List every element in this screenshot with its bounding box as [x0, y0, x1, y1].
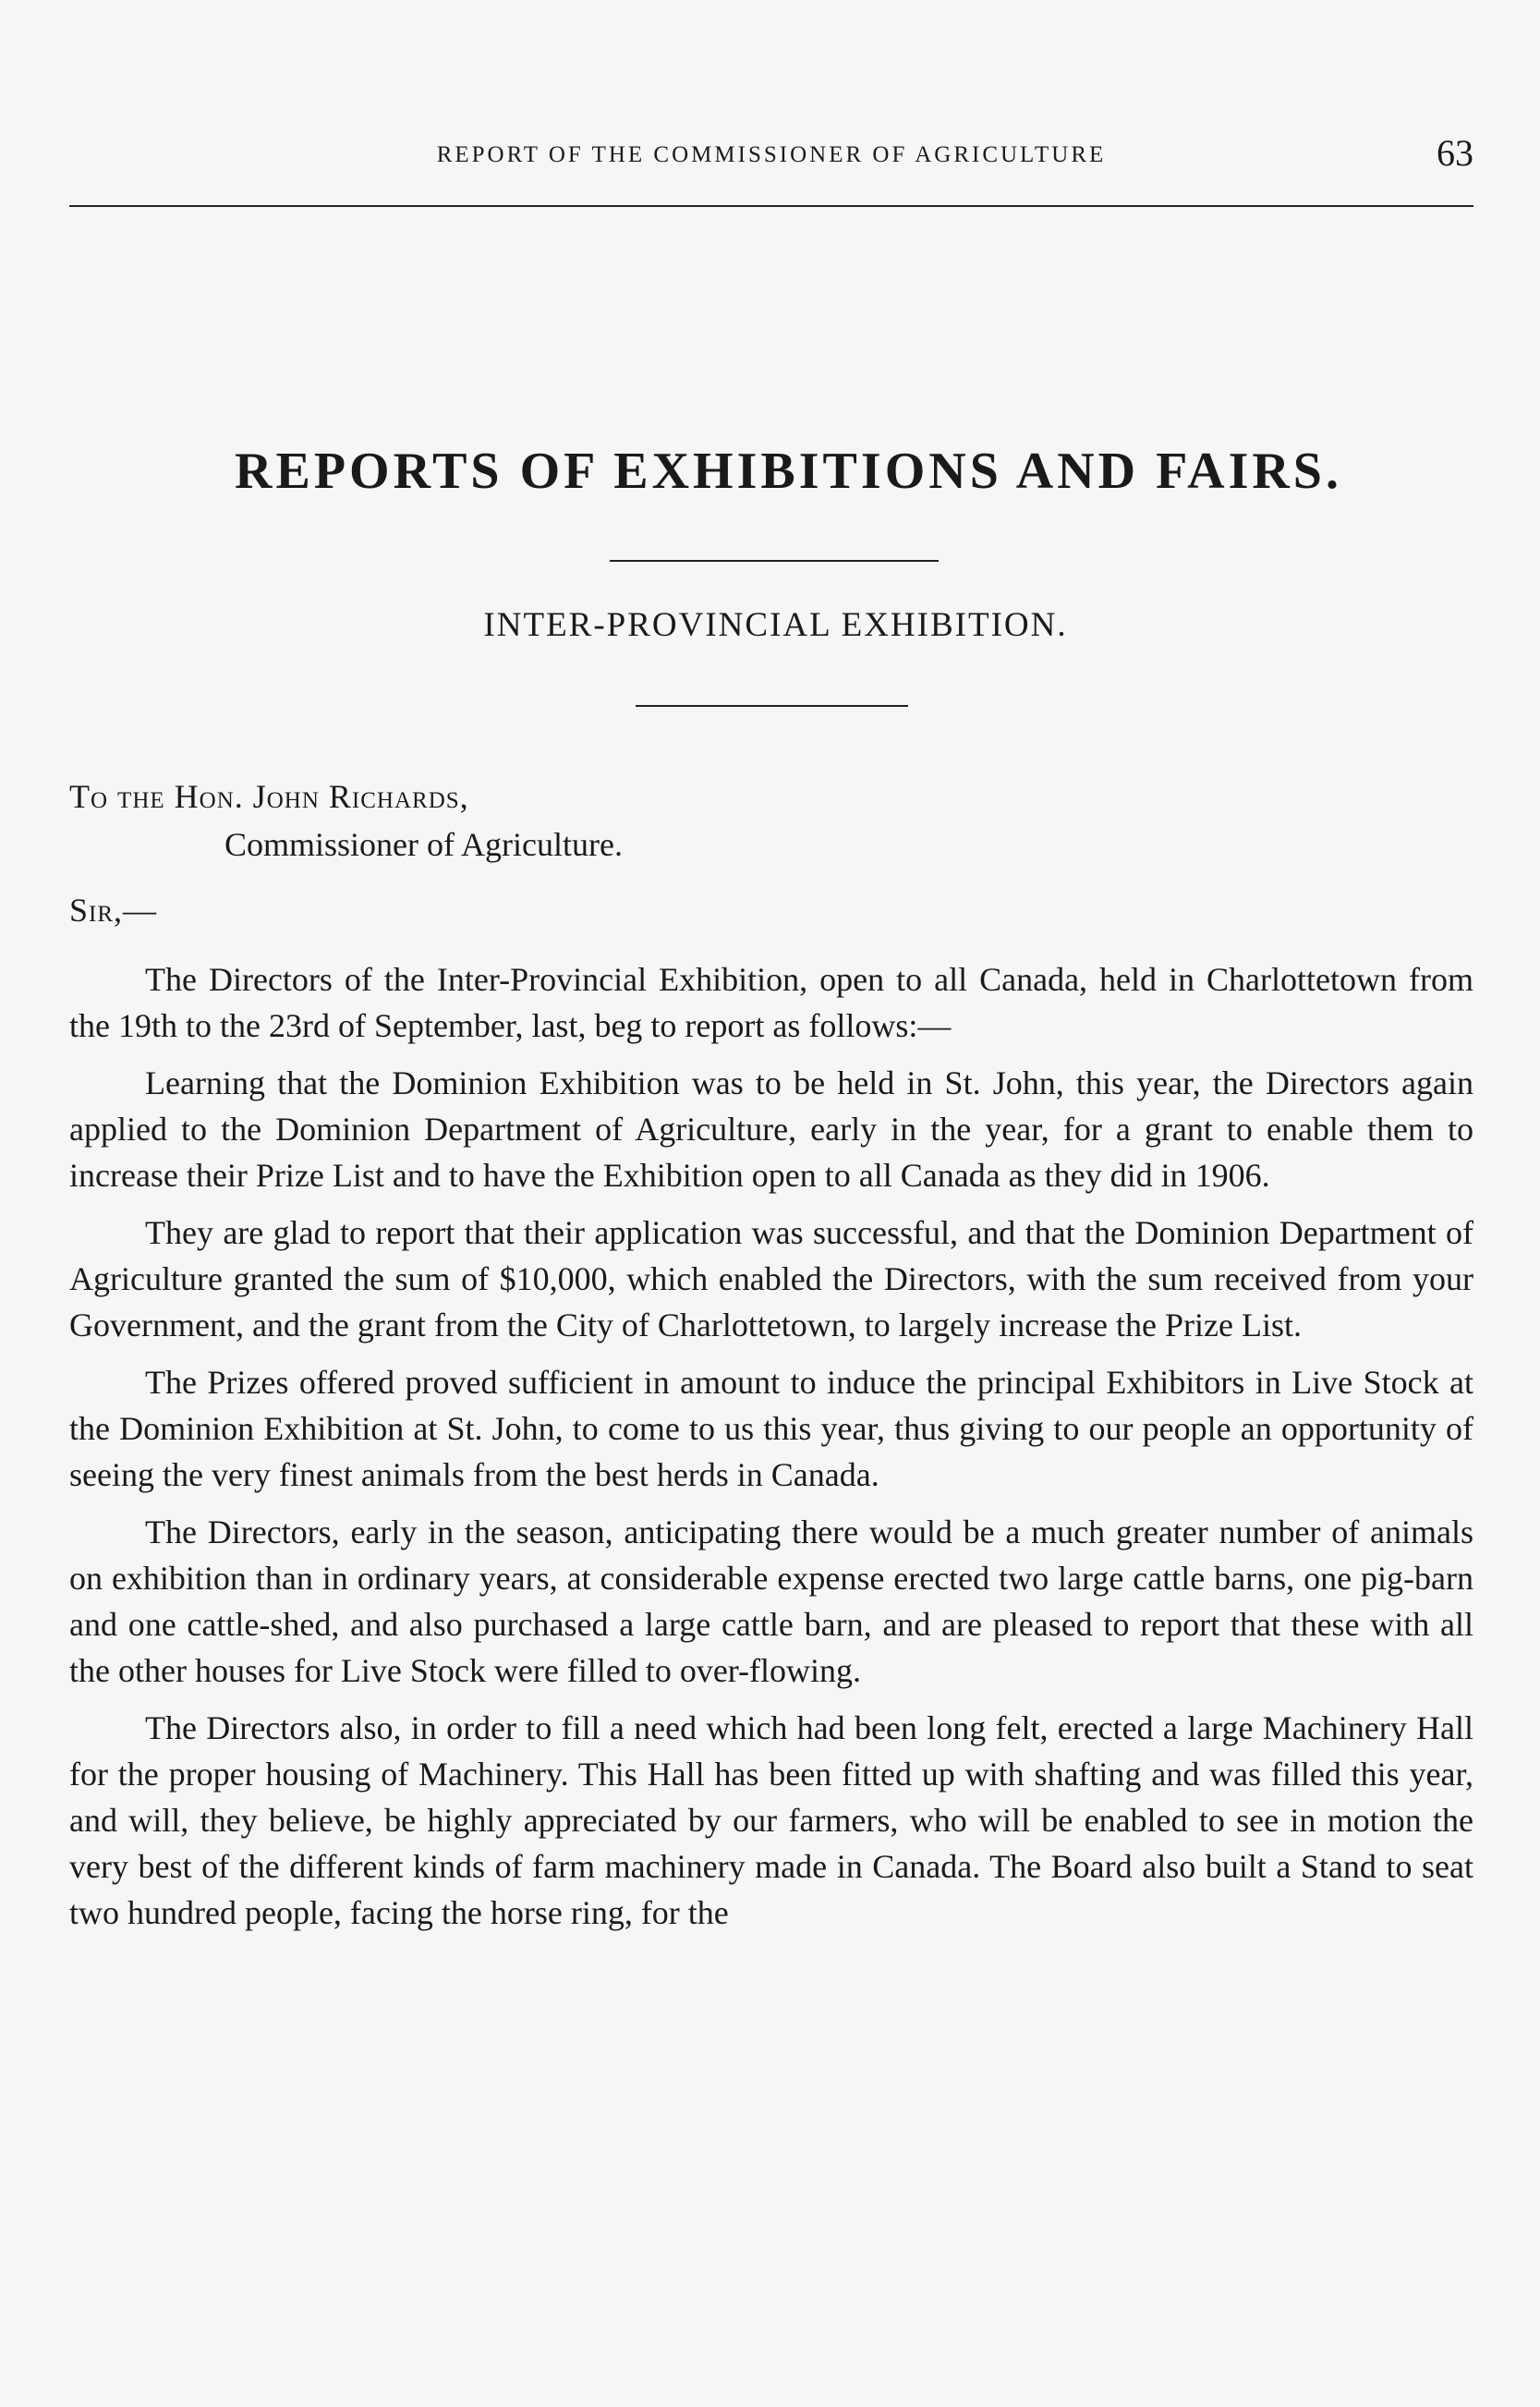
- section-title: INTER-PROVINCIAL EXHIBITION.: [483, 606, 1068, 644]
- page-number: 63: [1437, 132, 1473, 174]
- page-title: REPORTS OF EXHIBITIONS AND FAIRS.: [235, 443, 1342, 500]
- header-rule: [69, 205, 1473, 207]
- running-header: [69, 129, 1473, 176]
- paragraph: Learning that the Dominion Exhibition was to be held in St. John, this year, the Directors again applied to the Dominion Department of Agriculture, early in the year, for a grant to enable them to increase their Prize List and to have the Exhibition open to all Canada as they did in 1906.: [69, 1064, 1473, 1194]
- paragraph: The Directors also, in order to fill a need which had been long felt, erected a large Machinery Hall for the proper housing of Machinery. This Hall has been fitted up with shafting and was filled this year, and will, they believe, be highly appreciated by our farmers, who will be enabled to see in motion the very best of the different kinds of farm machinery made in Canada. The Board also built a Stand to seat two hundred people, facing the horse ring, for the: [69, 1709, 1473, 1931]
- address-role: Commissioner of Agriculture.: [224, 826, 623, 863]
- letter-body: [69, 956, 1473, 1947]
- address-recipient: To the Hon. John Richards,: [69, 778, 469, 815]
- paragraph: The Directors of the Inter-Provincial Exhibition, open to all Canada, held in Charlottetown from the 19th to the 23rd of September, last, beg to report as follows:—: [69, 961, 1473, 1044]
- letter-address: [69, 772, 623, 869]
- title-divider-bottom: [636, 705, 908, 707]
- running-title: REPORT OF THE COMMISSIONER OF AGRICULTURE: [436, 142, 1107, 167]
- paragraph: The Prizes offered proved sufficient in amount to induce the principal Exhibitors in Live Stock at the Dominion Exhibition at St. John, to come to us this year, thus giving to our people an opportunity of seeing the very finest animals from the best herds in Canada.: [69, 1364, 1473, 1493]
- paragraph: The Directors, early in the season, anticipating there would be a much greater number of animals on exhibition than in ordinary years, at considerable expense erected two large cattle barns, one pig-barn and one cattle-shed, and also purchased a large cattle barn, and are pleased to report that these with all the other houses for Live Stock were filled to over-flowing.: [69, 1513, 1473, 1689]
- title-divider-top: [610, 560, 939, 562]
- salutation: Sir,—: [69, 892, 158, 929]
- paragraph: They are glad to report that their application was successful, and that the Dominion Department of Agriculture granted the sum of $10,000, which enabled the Directors, with the sum received from your Government, and the grant from the City of Charlottetown, to largely increase the Prize List.: [69, 1214, 1473, 1343]
